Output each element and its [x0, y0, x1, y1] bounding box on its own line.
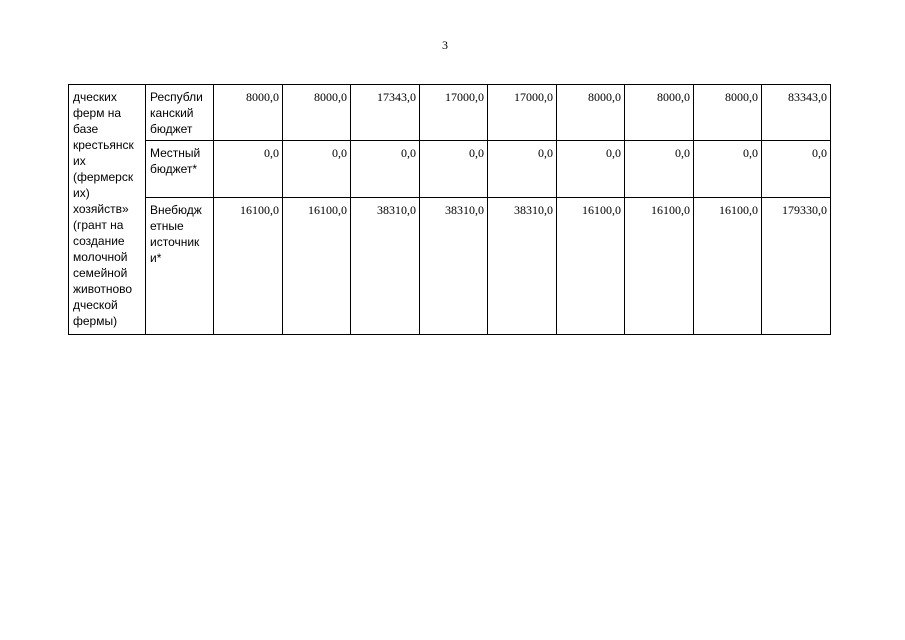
measure-text-line: ферм на — [73, 106, 122, 120]
value-cell: 0,0 — [214, 141, 283, 198]
measure-text-line: хозяйств» — [73, 202, 129, 216]
total-value-cell: 0,0 — [762, 141, 831, 198]
value-cell: 17000,0 — [488, 85, 557, 141]
source-text-line: бюджет* — [150, 162, 198, 176]
value-cell: 8000,0 — [283, 85, 351, 141]
budget-table — [68, 84, 831, 335]
value-cell: 0,0 — [694, 141, 762, 198]
value-cell: 17343,0 — [351, 85, 420, 141]
measure-text-line: (фермерск — [73, 170, 134, 184]
measure-text-line: создание — [73, 234, 125, 248]
value-cell: 8000,0 — [214, 85, 283, 141]
source-text-line: етные — [150, 219, 184, 233]
page-number: 3 — [442, 38, 448, 52]
value-cell: 16100,0 — [214, 198, 283, 335]
value-cell: 16100,0 — [283, 198, 351, 335]
value-cell: 0,0 — [557, 141, 625, 198]
value-cell: 38310,0 — [351, 198, 420, 335]
measure-text-line: семейной — [73, 266, 128, 280]
table-row-extrabudgetary — [69, 198, 831, 335]
measure-text-line: их) — [73, 186, 90, 200]
value-cell: 0,0 — [283, 141, 351, 198]
value-cell: 16100,0 — [557, 198, 625, 335]
source-text-line: бюджет — [150, 122, 193, 136]
measure-text-line: фермы) — [73, 314, 118, 328]
funding-source-cell — [146, 85, 214, 141]
total-value-cell: 83343,0 — [762, 85, 831, 141]
value-cell: 16100,0 — [625, 198, 694, 335]
value-cell: 8000,0 — [625, 85, 694, 141]
measure-cell — [69, 85, 146, 335]
measure-text-line: молочной — [73, 250, 128, 264]
value-cell: 8000,0 — [557, 85, 625, 141]
source-text-line: и* — [150, 251, 162, 265]
funding-source-cell — [146, 141, 214, 198]
funding-source-cell — [146, 198, 214, 335]
source-text-line: Республи — [150, 90, 203, 104]
value-cell: 8000,0 — [694, 85, 762, 141]
source-text-line: канский — [150, 106, 194, 120]
table-row-local-budget — [69, 141, 831, 198]
measure-text-line: их — [73, 154, 86, 168]
value-cell: 38310,0 — [420, 198, 488, 335]
measure-text-line: (грант на — [73, 218, 124, 232]
measure-text-line: дческих — [73, 90, 117, 104]
value-cell: 16100,0 — [694, 198, 762, 335]
value-cell: 0,0 — [351, 141, 420, 198]
total-value-cell: 179330,0 — [762, 198, 831, 335]
source-text-line: Внебюдж — [150, 203, 202, 217]
value-cell: 0,0 — [625, 141, 694, 198]
value-cell: 17000,0 — [420, 85, 488, 141]
value-cell: 0,0 — [420, 141, 488, 198]
measure-text-line: дческой — [73, 298, 118, 312]
measure-text-line: базе — [73, 122, 99, 136]
table-row-republican-budget — [69, 85, 831, 141]
value-cell: 38310,0 — [488, 198, 557, 335]
measure-text-line: животново — [73, 282, 133, 296]
measure-text-line: крестьянск — [73, 138, 134, 152]
source-text-line: Местный — [150, 146, 201, 160]
source-text-line: источник — [150, 235, 200, 249]
value-cell: 0,0 — [488, 141, 557, 198]
